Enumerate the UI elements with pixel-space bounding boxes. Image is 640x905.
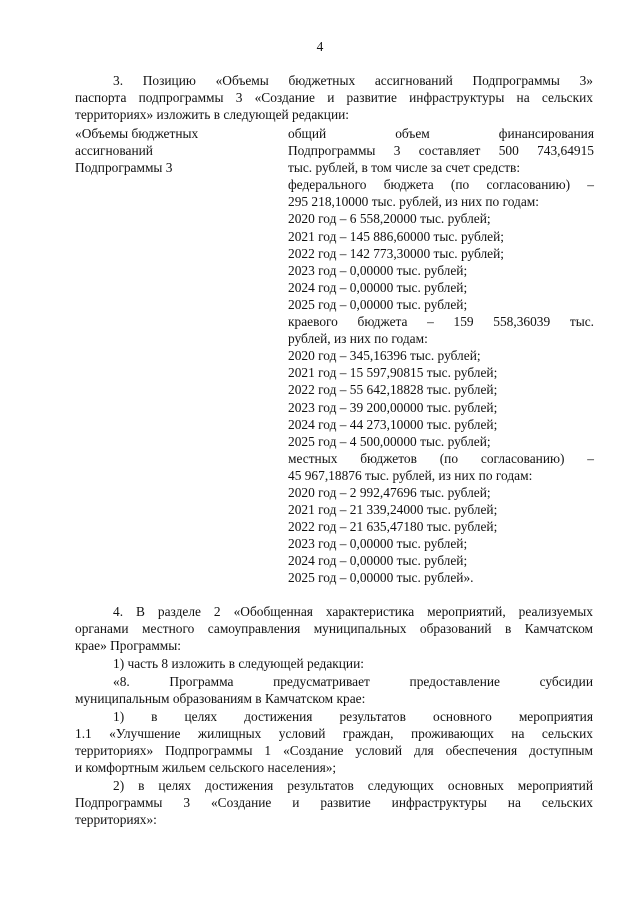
table-right-line: 2022 год – 21 635,47180 тыс. рублей; xyxy=(288,519,498,535)
table-left-line: Подпрограммы 3 xyxy=(75,160,173,176)
item-2-paragraph xyxy=(75,777,593,828)
part-8-line: 1) часть 8 изложить в следующей редакции: xyxy=(113,656,364,671)
table-right-line: федерального бюджета (по согласованию) – xyxy=(288,177,594,193)
table-right-line: 2020 год – 6 558,20000 тыс. рублей; xyxy=(288,211,491,227)
table-right-line: 2021 год – 21 339,24000 тыс. рублей; xyxy=(288,502,498,518)
table-right-line: 295 218,10000 тыс. рублей, из них по годам: xyxy=(288,194,539,210)
intro-paragraph xyxy=(75,72,593,123)
table-left-line: ассигнований xyxy=(75,143,153,159)
table-left-line: «Объемы бюджетных xyxy=(75,126,199,141)
intro-line-2: паспорта подпрограммы 3 «Создание и развитие инфраструктуры на сельских xyxy=(75,90,593,106)
section-4-line-2: органами местного самоуправления муниципальных образований в Камчатском xyxy=(75,621,593,637)
table-right-line: 2024 год – 44 273,10000 тыс. рублей; xyxy=(288,416,498,432)
table-right-line: 2021 год – 145 886,60000 тыс. рублей; xyxy=(288,228,505,244)
table-right-line: Подпрограммы 3 составляет 500 743,64915 xyxy=(288,143,594,159)
table-right-line: общий объем финансирования xyxy=(288,126,594,141)
item-2-line-3: территориях»: xyxy=(75,812,157,828)
table-left-column xyxy=(75,125,275,176)
part-8-paragraph xyxy=(75,655,593,672)
table-right-line: 45 967,18876 тыс. рублей, из них по годам: xyxy=(288,467,533,483)
section-4-line-3: крае» Программы: xyxy=(75,638,181,654)
table-right-line: 2020 год – 2 992,47696 тыс. рублей; xyxy=(288,484,491,500)
table-right-line: 2022 год – 55 642,18828 тыс. рублей; xyxy=(288,382,498,398)
table-right-line: 2024 год – 0,00000 тыс. рублей; xyxy=(288,279,468,295)
clause-8-paragraph xyxy=(75,673,593,707)
clause-8-line-2: муниципальным образованиям в Камчатском крае: xyxy=(75,691,366,707)
item-1-line-4: и комфортным жильем сельского населения»; xyxy=(75,760,337,776)
table-right-line: 2023 год – 0,00000 тыс. рублей; xyxy=(288,262,468,278)
item-2-line-1: 2) в целях достижения результатов следующих основных мероприятий xyxy=(113,778,593,793)
item-1-line-1: 1) в целях достижения результатов основного мероприятия xyxy=(113,709,593,724)
table-right-line: 2022 год – 142 773,30000 тыс. рублей; xyxy=(288,245,505,261)
clause-8-line-1: «8. Программа предусматривает предоставление субсидии xyxy=(113,674,593,689)
table-right-line: 2024 год – 0,00000 тыс. рублей; xyxy=(288,553,468,569)
item-1-line-2: 1.1 «Улучшение жилищных условий граждан, проживающих на сельских xyxy=(75,726,593,742)
table-right-line: 2023 год – 39 200,00000 тыс. рублей; xyxy=(288,399,498,415)
item-1-paragraph xyxy=(75,708,593,776)
table-right-line: 2025 год – 0,00000 тыс. рублей». xyxy=(288,570,474,586)
intro-line-3: территориях» изложить в следующей редакции: xyxy=(75,107,349,123)
section-4-paragraph xyxy=(75,603,593,654)
table-right-line: местных бюджетов (по согласованию) – xyxy=(288,450,594,466)
table-right-line: краевого бюджета – 159 558,36039 тыс. xyxy=(288,314,594,330)
item-2-line-2: Подпрограммы 3 «Создание и развитие инфраструктуры на сельских xyxy=(75,795,593,811)
table-right-line: тыс. рублей, в том числе за счет средств: xyxy=(288,160,521,176)
item-1-line-3: территориях» Подпрограммы 1 «Создание условий для обеспечения доступным xyxy=(75,743,593,759)
table-right-line: 2020 год – 345,16396 тыс. рублей; xyxy=(288,348,481,364)
table-right-line: рублей, из них по годам: xyxy=(288,331,428,347)
table-right-line: 2023 год – 0,00000 тыс. рублей; xyxy=(288,536,468,552)
table-right-column xyxy=(288,125,594,587)
intro-line-1: 3. Позицию «Объемы бюджетных ассигнований Подпрограммы 3» xyxy=(113,73,593,88)
section-4-line-1: 4. В разделе 2 «Обобщенная характеристика мероприятий, реализуемых xyxy=(113,604,593,619)
table-right-line: 2025 год – 4 500,00000 тыс. рублей; xyxy=(288,433,491,449)
table-right-line: 2021 год – 15 597,90815 тыс. рублей; xyxy=(288,365,498,381)
page-number: 4 xyxy=(316,39,324,54)
table-right-line: 2025 год – 0,00000 тыс. рублей; xyxy=(288,296,468,312)
